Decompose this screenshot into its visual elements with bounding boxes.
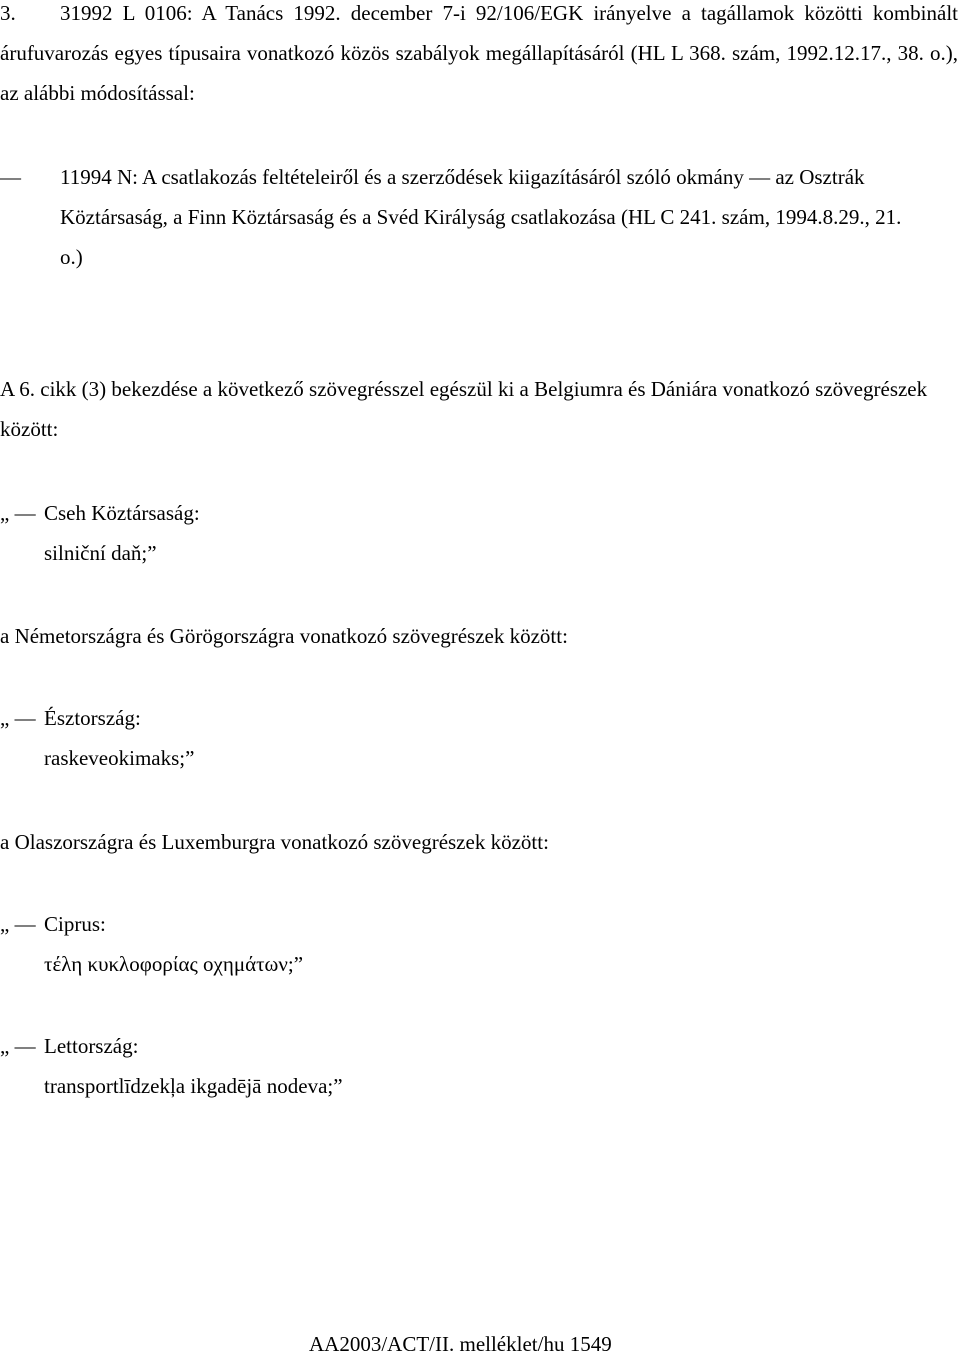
- instruction-paragraph-germany-greece: a Németországra és Görögországra vonatkozó szövegrészek között:: [0, 624, 568, 648]
- quote-open-mark: „ —: [0, 501, 36, 525]
- quote-estonia: [0, 698, 194, 778]
- amendment-dash: —: [0, 165, 21, 189]
- quote-cyprus-term-line: [0, 944, 303, 984]
- quote-cyprus-country-line: [0, 904, 303, 944]
- country-label: Cseh Köztársaság:: [44, 501, 200, 525]
- amendment-text: 11994 N: A csatlakozás feltételeiről és a szerződések kiigazításáról szóló okmány — az Osztrák Köztársaság, a Finn Köztársaság és a Svéd Királyság csatlakozása (HL C 241. szám, 1994.8.29., 21. o.): [60, 165, 902, 269]
- tax-term: silniční daň;”: [44, 541, 157, 565]
- item-3-paragraph: [0, 0, 958, 113]
- quote-estonia-term-line: [0, 738, 194, 778]
- quote-open-mark: „ —: [0, 1034, 36, 1058]
- tax-term: raskeveokimaks;”: [44, 746, 195, 770]
- tax-term: transportlīdzekļa ikgadējā nodeva;”: [44, 1074, 343, 1098]
- quote-latvia-country-line: [0, 1026, 343, 1066]
- quote-cyprus: [0, 904, 303, 984]
- quote-estonia-country-line: [0, 698, 194, 738]
- quote-czech-term-line: [0, 533, 200, 573]
- quote-latvia-term-line: [0, 1066, 343, 1106]
- quote-open-mark: „ —: [0, 706, 36, 730]
- tax-term: τέλη κυκλοφορίας οχημάτων;”: [44, 952, 304, 976]
- country-label: Lettország:: [44, 1034, 139, 1058]
- quote-open-mark: „ —: [0, 912, 36, 936]
- quote-latvia: [0, 1026, 343, 1106]
- country-label: Észtország:: [44, 706, 141, 730]
- amendment-entry: [0, 157, 925, 277]
- quote-czech-republic: [0, 493, 200, 573]
- item-3-text: 31992 L 0106: A Tanács 1992. december 7-i 92/106/EGK irányelve a tagállamok közötti kombinált árufuvarozás egyes típusaira vonatkozó közös szabályok megállapításáról (HL L 368. szám, 1992.12.17., 38. o.), az alábbi módosítással:: [0, 1, 958, 105]
- country-label: Ciprus:: [44, 912, 106, 936]
- item-number: 3.: [0, 1, 16, 25]
- instruction-paragraph-italy-luxembourg: a Olaszországra és Luxemburgra vonatkozó szövegrészek között:: [0, 830, 549, 854]
- quote-czech-country-line: [0, 493, 200, 533]
- instruction-paragraph-belgium-denmark: A 6. cikk (3) bekezdése a következő szövegrésszel egészül ki a Belgiumra és Dániára vonatkozó szövegrészek között:: [0, 377, 928, 441]
- page-footer-reference: AA2003/ACT/II. melléklet/hu 1549: [309, 1332, 612, 1356]
